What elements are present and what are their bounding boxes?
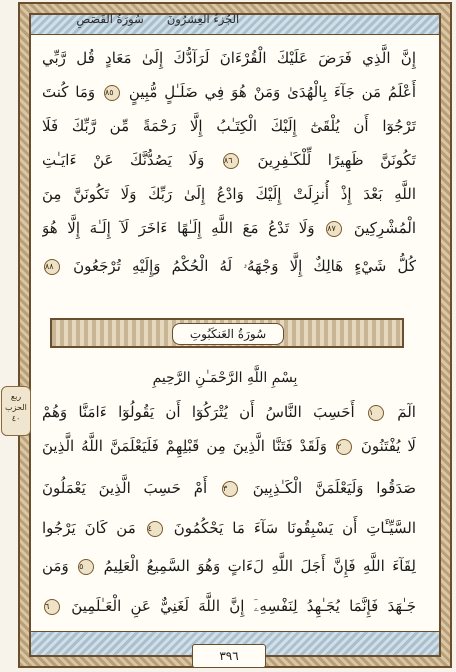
ayah-marker: ٢ <box>336 439 352 455</box>
ayah-marker: ٥ <box>78 559 94 575</box>
verse-text: تَرْجُوٓا أَن يُلْقَىٰٓ إِلَيْكَ الْكِتَـٰبُ إِلَّا رَحْمَةً مِّن رَّبِّكَ فَلَا <box>42 117 416 135</box>
basmala: بِسْمِ اللَّهِ الرَّحْمَـٰنِ الرَّحِيمِ <box>152 370 298 386</box>
verse-text: وَلَا يَصُدُّنَّكَ عَنْ ءَايَـٰتِ <box>42 151 205 169</box>
ayah-marker: ٣ <box>222 481 238 497</box>
verse-line-13 <box>42 592 416 620</box>
verse-text: لَا يُفْتَنُونَ <box>360 437 416 455</box>
page-number: ٣٩٦ <box>192 644 266 668</box>
verse-text: أَمْ حَسِبَ الَّذِينَ يَعْمَلُونَ <box>42 479 208 497</box>
verse-line-11 <box>42 514 416 542</box>
hizb-marker: ربع الحزب ٤٠ <box>1 386 31 436</box>
ayah-marker: ٨٦ <box>223 153 239 169</box>
verse-text: إِنَّ الَّذِي فَرَضَ عَلَيْكَ الْقُرْءَانَ لَرَآدُّكَ إِلَىٰ مَعَادٍ قُل رَّبِّي <box>42 49 416 67</box>
verse-text: السَّيِّـَٔاتِ أَن يَسْبِقُونَا سَآءَ مَا يَحْكُمُونَ <box>173 519 416 537</box>
ayah-marker: ٦ <box>44 599 60 615</box>
ayah-marker: ١ <box>368 405 384 421</box>
verse-line-8 <box>42 398 416 426</box>
verse-text: كُلُّ شَيْءٍ هَالِكٌ إِلَّا وَجْهَهُۥ لَهُ الْحُكْمُ وَإِلَيْهِ تُرْجَعُونَ <box>73 257 416 275</box>
verse-line-1 <box>42 44 416 72</box>
verse-line-10 <box>42 474 416 502</box>
verse-line-12 <box>42 552 416 580</box>
surah-title: سُورَةُ العَنكَبُوتِ <box>172 323 284 345</box>
verse-text: جَـٰهَدَ فَإِنَّمَا يُجَـٰهِدُ لِنَفْسِهِۦٓ إِنَّ اللَّهَ لَغَنِيٌّ عَنِ الْعَـٰلَمِينَ <box>71 597 416 615</box>
verse-line-3 <box>42 112 416 140</box>
verse-text: أَحَسِبَ النَّاسُ أَن يُتْرَكُوٓا أَن يَقُولُوٓا ءَامَنَّا وَهُمْ <box>42 403 355 421</box>
verse-text: لِقَآءَ اللَّهِ فَإِنَّ أَجَلَ اللَّهِ لَءَاتٍ وَهُوَ السَّمِيعُ الْعَلِيمُ <box>103 557 416 575</box>
verse-text: الْمُشْرِكِينَ <box>353 219 416 237</box>
verse-text: وَمَا كُنتَ <box>42 83 96 101</box>
verse-text: وَمَن <box>42 557 69 575</box>
verse-text: وَلَا تَدْعُ مَعَ اللَّهِ إِلَـٰهًا ءَاخَرَ لَآ إِلَـٰهَ إِلَّا هُوَ <box>42 219 315 237</box>
ayah-marker: ٨٥ <box>104 85 120 101</box>
verse-text: الٓمٓ <box>397 403 416 421</box>
verse-line-5 <box>42 180 416 208</box>
verse-text: مَن كَانَ يَرْجُوا <box>42 519 136 537</box>
verse-line-2 <box>42 78 416 106</box>
header-juz: الجُزءُ العِشرُونَ <box>166 12 240 26</box>
verse-line-9 <box>42 432 416 460</box>
verse-line-4 <box>42 146 416 174</box>
verse-text: صَدَقُوا وَلَيَعْلَمَنَّ الْكَـٰذِبِينَ <box>252 479 416 497</box>
ayah-marker: ٨٨ <box>44 259 60 275</box>
verse-text: اللَّهِ بَعْدَ إِذْ أُنزِلَتْ إِلَيْكَ وَادْعُ إِلَىٰ رَبِّكَ وَلَا تَكُونَنَّ مِنَ <box>42 185 416 203</box>
verse-text: أَعْلَمُ مَن جَآءَ بِالْهُدَىٰ وَمَنْ هُوَ فِي ضَلَـٰلٍ مُّبِينٍ <box>128 83 416 101</box>
surah-banner <box>50 318 404 348</box>
verse-line-7 <box>42 252 416 280</box>
ayah-marker: ٤ <box>147 521 163 537</box>
verse-text: تَكُونَنَّ ظَهِيرًا لِّلْكَـٰفِرِينَ <box>257 151 416 169</box>
verse-text: وَلَقَدْ فَتَنَّا الَّذِينَ مِن قَبْلِهِمْ فَلَيَعْلَمَنَّ اللَّهُ الَّذِينَ <box>42 437 327 455</box>
ayah-marker: ٨٧ <box>326 221 342 237</box>
header-surah: سُورَةُ القَصَصِ <box>76 12 144 26</box>
verse-line-6 <box>42 214 416 242</box>
